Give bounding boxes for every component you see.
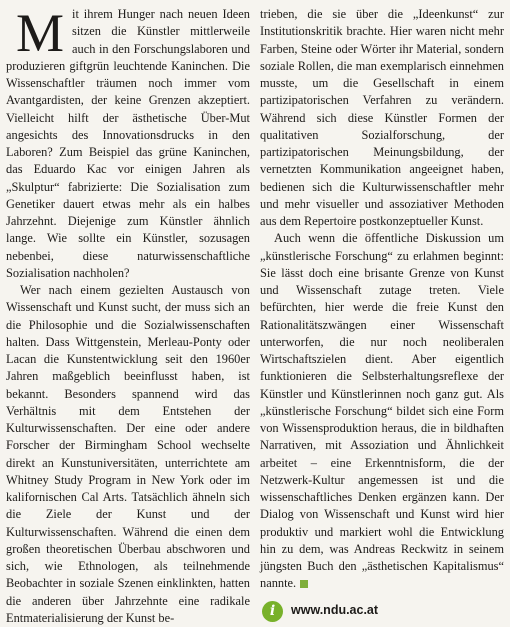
column-right: [260, 6, 504, 619]
paragraph-intro-text: it ihrem Hunger nach neuen Ideen sitzen die Künstler mittlerweile auch in den Forschungslaboren und produzieren giftgrün leuchtende Kaninchen. Die Wissenschaftler träumen noch immer vom Avantgardisten, der keine Grenzen akzeptiert. Vielleicht hilft der ästhetische Über-Mut angesichts des Innovationsdrucks in den Laboren? Zum Beispiel das grüne Kaninchen, das Eduardo Kac vor einigen Jahren als „Skulptur“ fabrizierte: Die Sozialisation zum Genetiker dauert etwas mehr als ein halbes Jahrzehnt. Diejenige zum Künstler ähnlich lange. Wie sollte ein Künstler, sozusagen nebenbei, diese naturwissenschaftliche Sozialisation nachholen?: [6, 7, 250, 280]
info-icon: i: [262, 601, 283, 622]
paragraph-artistic-research-text: Auch wenn die öffentliche Diskussion um „künstlerische Forschung“ zu erlahmen beginnt: Sie lässt doch eine brisante Grenze von Kunst und Wissenschaft zutage treten. Viele befürchten, hier werde die freie Kunst den Rationalitätszwängen einer Wissenschaft unterworfen, die nur noch neoliberalen Wirtschaftszielen dient. Aber eigentlich funktionieren die Selbsterhaltungsreflexe der Künstler und Künstlerinnen noch ganz gut. Als „künstlerische Forschung“ bildet sich eine Form von Wissensproduktion heraus, die in bildhaften Narrativen, mit Assoziation und Ähnlichkeit arbeitet – eine Erkenntnisform, die der Netzwerk-Kultur angemessen ist und die wissenschaftliches Denken ergänzen kann. Der Dialog von Wissenschaft und Kunst wird hier produktiv und markiert wohl die Entwicklung hin zu dem, was Andreas Reckwitz in seinem jüngsten Buch den „ästhetischen Kapitalismus“ nannte.: [260, 231, 504, 591]
website-link[interactable]: www.ndu.ac.at: [291, 603, 379, 618]
paragraph-continuation: trieben, die sie über die „Ideenkunst“ zur Institutionskritik brachte. Hier waren nicht mehr Farben, Steine oder Wörter ihr Material, sondern soziale Rollen, die man exemplarisch einnehmen musste, um die Gesellschaft in einem partizipatorischen Verfahren zu verändern. Während sich diese Künstler Formen der qualitativen Sozialforschung, der partizipatorischen Meinungsbildung, der vernetzten Kommunikation angeeignet haben, bedienen sich die Kulturwissenschaftler mehr und mehr visueller und assoziativer Methoden aus dem Repertoire postkonzeptueller Kunst.: [260, 7, 504, 228]
article-columns: [6, 3, 504, 625]
column-left: [6, 3, 250, 625]
paragraph-artistic-research: [260, 230, 504, 592]
paragraph-exchange: Wer nach einem gezielten Austausch von Wissenschaft und Kunst sucht, der muss sich an die Philosophie und die Sozialwissenschaften halten. Dass Wittgenstein, Merleau-Ponty oder Lacan die Kunstentwicklung seit den 1960er Jahren maßgeblich beeinflusst haben, ist bekannt. Besonders spannend wird das Verhältnis mit dem Entstehen der Kulturwissenschaften. Der eine oder andere Forscher der Birmingham School wechselte direkt an Kunstuniversitäten, unterrichtete am Whitney Study Program in New York oder im kalifornischen Cal Arts. Tatsächlich ähneln sich die Ziele der Kunst und der Kulturwissenschaften. Während die einen dem großen theoretischen Überbau abschworen und sich, wie Ethnologen, als teilnehmende Beobachter in soziale Szenen einklinkten, hatten die anderen über Jahrzehnte eine radikale Entmaterialisierung der Kunst be-: [6, 283, 250, 625]
paragraph-intro: [6, 3, 250, 282]
drop-cap: M: [16, 3, 65, 63]
website-link-row: [260, 601, 504, 622]
end-of-article-square-icon: [300, 580, 308, 588]
